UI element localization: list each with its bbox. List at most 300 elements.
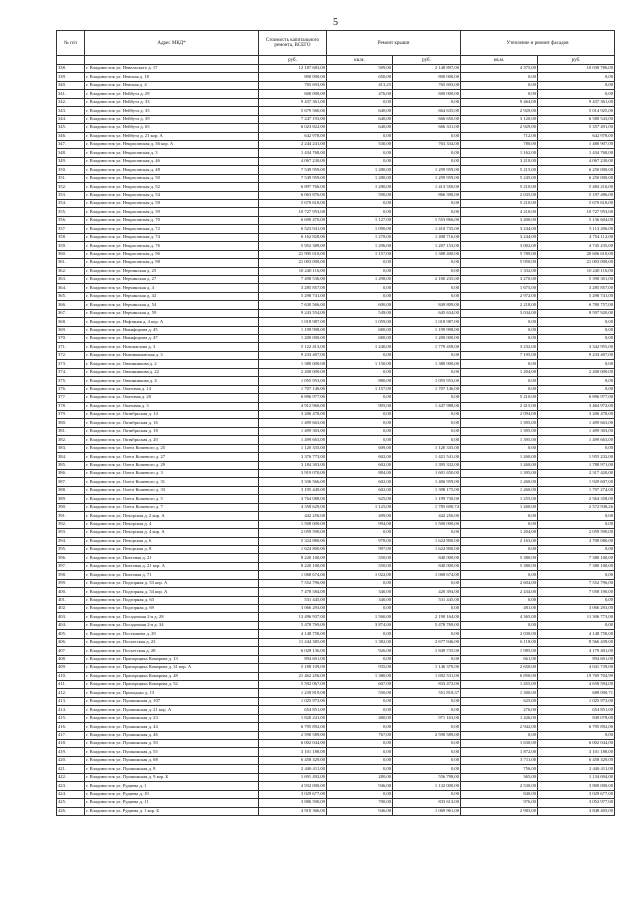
- table-row: [57, 579, 615, 587]
- total-cost-cell: 9 437 361,00: [259, 98, 327, 106]
- facade-cost-cell: 4 041 739,00: [538, 664, 615, 672]
- table-row: [57, 377, 615, 385]
- unit-facade-sqm: кв.м.: [461, 56, 538, 65]
- roof-area-cell: 340,00: [327, 588, 393, 596]
- facade-area-cell: 661,00: [461, 655, 538, 663]
- facade-area-cell: 5 215,00: [461, 166, 538, 174]
- address-cell: г. Владивосток ул. Пихтовая д. 71: [85, 571, 259, 579]
- roof-area-cell: 0,00: [327, 132, 393, 140]
- roof-cost-cell: 1 299 959,00: [393, 174, 461, 182]
- roof-area-cell: 0,00: [327, 706, 393, 714]
- address-cell: г. Владивосток ул. Некрасовская д. 46: [85, 157, 259, 165]
- facade-cost-cell: 11 306 773,00: [538, 613, 615, 621]
- address-cell: г. Владивосток ул. Печорская д. 8: [85, 545, 259, 553]
- table-row: [57, 157, 615, 165]
- facade-cost-cell: 0,00: [538, 385, 615, 393]
- row-number: 364.: [57, 284, 85, 292]
- facade-area-cell: 1 985,00: [461, 647, 538, 655]
- roof-cost-cell: 0,00: [393, 605, 461, 613]
- roof-cost-cell: 0,00: [393, 723, 461, 731]
- row-number: 404.: [57, 621, 85, 629]
- table-row: [57, 689, 615, 697]
- facade-cost-cell: 4 754 112,00: [538, 233, 615, 241]
- table-row: [57, 166, 615, 174]
- address-cell: г. Владивосток ул. Олега Кошевого д. 27: [85, 453, 259, 461]
- facade-area-cell: 2 972,00: [461, 292, 538, 300]
- address-cell: г. Владивосток ул. Октябрьская д. 14: [85, 410, 259, 418]
- facade-cost-cell: 654 851,00: [538, 706, 615, 714]
- total-cost-cell: 6 162 828,00: [259, 233, 327, 241]
- row-number: 412.: [57, 689, 85, 697]
- table-row: [57, 81, 615, 89]
- header-number: № п/п: [57, 31, 85, 56]
- roof-area-cell: 1 059,00: [327, 318, 393, 326]
- facade-area-cell: 2 650,00: [461, 664, 538, 672]
- roof-cost-cell: 1 069 961,00: [393, 807, 461, 815]
- table-row: [57, 537, 615, 545]
- row-number: 399.: [57, 579, 85, 587]
- address-cell: г. Владивосток ул. Нейбута д. 29: [85, 90, 259, 98]
- roof-cost-cell: 1 849 735,00: [393, 647, 461, 655]
- facade-cost-cell: 0,00: [538, 73, 615, 81]
- facade-cost-cell: 0,00: [538, 444, 615, 452]
- facade-area-cell: 2 030,00: [461, 630, 538, 638]
- total-cost-cell: 3 886 590,00: [259, 799, 327, 807]
- roof-area-cell: 602,00: [327, 478, 393, 486]
- roof-cost-cell: 1 410 735,00: [393, 225, 461, 233]
- table-row: [57, 444, 615, 452]
- total-cost-cell: 11 244 385,00: [259, 638, 327, 646]
- facade-cost-cell: 4 658 594,00: [538, 680, 615, 688]
- roof-cost-cell: 1 413 550,00: [393, 183, 461, 191]
- facade-cost-cell: 7 058 190,00: [538, 588, 615, 596]
- table-row: [57, 318, 615, 326]
- roof-cost-cell: 0,00: [393, 98, 461, 106]
- roof-area-cell: 480,00: [327, 714, 393, 722]
- table-row: [57, 326, 615, 334]
- facade-cost-cell: 1 434 768,00: [538, 149, 615, 157]
- facade-cost-cell: 3 285 857,00: [538, 284, 615, 292]
- address-cell: г. Владивосток ул. Новожилова д. 3: [85, 343, 259, 351]
- address-cell: г. Владивосток ул. Нерчинская д. 59: [85, 309, 259, 317]
- roof-cost-cell: 0,00: [393, 655, 461, 663]
- facade-cost-cell: 2 446 411,00: [538, 765, 615, 773]
- roof-area-cell: 650,00: [327, 73, 393, 81]
- row-number: 368.: [57, 318, 85, 326]
- table-row: [57, 208, 615, 216]
- table-body: [57, 65, 615, 816]
- row-number: 343.: [57, 107, 85, 115]
- row-number: 386.: [57, 470, 85, 478]
- roof-area-cell: 0,00: [327, 259, 393, 267]
- total-cost-cell: 3 206 478,00: [259, 410, 327, 418]
- table-row: [57, 740, 615, 748]
- address-cell: г. Владивосток ул. Нейбута д. 35: [85, 107, 259, 115]
- total-cost-cell: 4 932 000,00: [259, 782, 327, 790]
- roof-area-cell: 1 560,00: [327, 613, 393, 621]
- total-cost-cell: 1 055 953,00: [259, 377, 327, 385]
- facade-cost-cell: 3 066 293,00: [538, 605, 615, 613]
- roof-area-cell: 0,00: [327, 351, 393, 359]
- total-cost-cell: 3 919 070,00: [259, 470, 327, 478]
- facade-area-cell: 2 094,00: [461, 410, 538, 418]
- roof-area-cell: 0,00: [327, 427, 393, 435]
- address-cell: г. Владивосток ул. Пушкинская д. 8: [85, 765, 259, 773]
- facade-area-cell: 1 395,00: [461, 436, 538, 444]
- table-row: [57, 588, 615, 596]
- address-cell: г. Владивосток ул. Прапорщика Комарова д. 31 кор. А: [85, 664, 259, 672]
- table-row: [57, 250, 615, 258]
- address-cell: г. Владивосток ул. Пихтовая д. 21: [85, 554, 259, 562]
- roof-area-cell: 1 127,00: [327, 216, 393, 224]
- roof-cost-cell: 0,00: [393, 529, 461, 537]
- roof-area-cell: 413,25: [327, 81, 393, 89]
- row-number: 380.: [57, 419, 85, 427]
- table-row: [57, 284, 615, 292]
- roof-cost-cell: 1 624 800,00: [393, 545, 461, 553]
- total-cost-cell: 10 727 953,00: [259, 208, 327, 216]
- total-cost-cell: 1 691 492,00: [259, 773, 327, 781]
- roof-area-cell: 0,00: [327, 697, 393, 705]
- facade-cost-cell: 7 380 100,00: [538, 554, 615, 562]
- table-row: [57, 292, 615, 300]
- facade-cost-cell: 5 136 604,00: [538, 216, 615, 224]
- facade-cost-cell: 19 769 704,99: [538, 672, 615, 680]
- roof-cost-cell: 666 650,00: [393, 115, 461, 123]
- facade-area-cell: 7 195,00: [461, 351, 538, 359]
- facade-cost-cell: 0,00: [538, 335, 615, 343]
- address-cell: г. Владивосток ул. Октябрьская д. 20: [85, 436, 259, 444]
- facade-cost-cell: 6 002 044,00: [538, 740, 615, 748]
- table-row: [57, 807, 615, 815]
- row-number: 389.: [57, 495, 85, 503]
- total-cost-cell: 642 978,00: [259, 132, 327, 140]
- address-cell: г. Владивосток ул. Нейбута д. 21 кор. А: [85, 132, 259, 140]
- row-number: 426.: [57, 807, 85, 815]
- row-number: 403.: [57, 613, 85, 621]
- roof-cost-cell: 2 100 235,00: [393, 275, 461, 283]
- address-cell: г. Владивосток ул. Некрасовская д. 3: [85, 149, 259, 157]
- roof-area-cell: 978,00: [327, 537, 393, 545]
- roof-cost-cell: 1 553 866,00: [393, 216, 461, 224]
- facade-cost-cell: 4 148 758,00: [538, 630, 615, 638]
- address-cell: г. Владивосток ул. Некрасовская д. 96: [85, 250, 259, 258]
- facade-cost-cell: 3 342 955,00: [538, 343, 615, 351]
- address-cell: г. Владивосток ул. Олега Кошевого д. 29: [85, 461, 259, 469]
- roof-cost-cell: 5 478 769,00: [393, 621, 461, 629]
- facade-cost-cell: 849 078,00: [538, 714, 615, 722]
- roof-area-cell: 625,00: [327, 495, 393, 503]
- roof-cost-cell: 0,00: [393, 579, 461, 587]
- roof-area-cell: 926,00: [327, 647, 393, 655]
- address-cell: г. Владивосток ул. Нерчинская д. 25: [85, 267, 259, 275]
- unit-roof-sqm: кв.м.: [327, 56, 393, 65]
- facade-area-cell: 2 415,00: [461, 402, 538, 410]
- roof-cost-cell: 0,00: [393, 410, 461, 418]
- roof-cost-cell: 0,00: [393, 394, 461, 402]
- facade-cost-cell: 0,00: [538, 90, 615, 98]
- row-number: 355.: [57, 208, 85, 216]
- roof-cost-cell: 0,00: [393, 200, 461, 208]
- facade-area-cell: 0,00: [461, 520, 538, 528]
- table-row: [57, 233, 615, 241]
- total-cost-cell: 4 148 758,00: [259, 630, 327, 638]
- address-cell: г. Владивосток ул. Октябрьская д. 18: [85, 427, 259, 435]
- roof-area-cell: 680,00: [327, 335, 393, 343]
- total-cost-cell: 1 200 000,00: [259, 335, 327, 343]
- address-cell: г. Владивосток ул. Некрасовская д. 50: [85, 174, 259, 182]
- roof-cost-cell: 1 692 531,00: [393, 672, 461, 680]
- total-cost-cell: 5 952 389,00: [259, 242, 327, 250]
- total-cost-cell: 1 499 303,00: [259, 427, 327, 435]
- roof-area-cell: 550,00: [327, 554, 393, 562]
- facade-cost-cell: 0,00: [538, 731, 615, 739]
- roof-area-cell: 0,00: [327, 394, 393, 402]
- table-row: [57, 216, 615, 224]
- table-units-row: [57, 56, 615, 65]
- facade-cost-cell: 0,00: [538, 571, 615, 579]
- row-number: 387.: [57, 478, 85, 486]
- facade-area-cell: 1 260,00: [461, 453, 538, 461]
- total-cost-cell: 894 601,00: [259, 655, 327, 663]
- facade-cost-cell: 4 745 235,00: [538, 242, 615, 250]
- total-cost-cell: 6 458 329,00: [259, 756, 327, 764]
- facade-area-cell: 4 375,00: [461, 65, 538, 73]
- address-cell: г. Владивосток ул. Олега Кошевого д. 5: [85, 495, 259, 503]
- facade-cost-cell: 5 113 206,00: [538, 225, 615, 233]
- roof-cost-cell: 763 334,00: [393, 140, 461, 148]
- row-number: 395.: [57, 545, 85, 553]
- facade-cost-cell: 1 480 907,00: [538, 140, 615, 148]
- facade-area-cell: 0,00: [461, 731, 538, 739]
- roof-cost-cell: 833 613,00: [393, 799, 461, 807]
- row-number: 341.: [57, 90, 85, 98]
- total-cost-cell: 2 244 241,00: [259, 140, 327, 148]
- total-cost-cell: 5 670 618,00: [259, 200, 327, 208]
- roof-area-cell: 680,00: [327, 326, 393, 334]
- roof-cost-cell: 0,00: [393, 284, 461, 292]
- address-cell: г. Владивосток ул. Никифорова д. 45: [85, 326, 259, 334]
- roof-area-cell: 1 240,00: [327, 343, 393, 351]
- facade-cost-cell: 0,00: [538, 326, 615, 334]
- roof-cost-cell: 1 601 650,00: [393, 470, 461, 478]
- row-number: 382.: [57, 436, 85, 444]
- address-cell: г. Владивосток ул. Олега Кошевого д. 25: [85, 444, 259, 452]
- total-cost-cell: 531 445,00: [259, 596, 327, 604]
- table-row: [57, 512, 615, 520]
- roof-area-cell: 602,00: [327, 461, 393, 469]
- roof-area-cell: 3 874,00: [327, 621, 393, 629]
- facade-area-cell: 365,00: [461, 773, 538, 781]
- facade-cost-cell: 2 059 590,00: [538, 529, 615, 537]
- total-cost-cell: 5 478 769,00: [259, 621, 327, 629]
- address-cell: г. Владивосток ул. Овчинникова д. 2: [85, 360, 259, 368]
- facade-area-cell: 3 270,00: [461, 275, 538, 283]
- roof-cost-cell: 1 380 000,00: [393, 360, 461, 368]
- roof-cost-cell: 0,00: [393, 351, 461, 359]
- row-number: 358.: [57, 233, 85, 241]
- facade-cost-cell: 6 896 977,00: [538, 394, 615, 402]
- roof-area-cell: 607,00: [327, 680, 393, 688]
- total-cost-cell: 3 195 449,00: [259, 486, 327, 494]
- total-cost-cell: 1 707 146,00: [259, 385, 327, 393]
- address-cell: г. Владивосток ул. Некрасовская д. 54: [85, 191, 259, 199]
- row-number: 413.: [57, 697, 85, 705]
- table-row: [57, 267, 615, 275]
- table-row: [57, 343, 615, 351]
- roof-cost-cell: 840 000,00: [393, 562, 461, 570]
- table-row: [57, 225, 615, 233]
- roof-area-cell: 0,00: [327, 436, 393, 444]
- row-number: 383.: [57, 444, 85, 452]
- address-cell: г. Владивосток ул. Руднева д. 1 кор. Б: [85, 807, 259, 815]
- facade-cost-cell: 6 795 892,00: [538, 723, 615, 731]
- facade-cost-cell: 6 580 543,00: [538, 115, 615, 123]
- table-row: [57, 545, 615, 553]
- facade-cost-cell: 3 206 478,00: [538, 410, 615, 418]
- facade-area-cell: 2 929,00: [461, 124, 538, 132]
- address-cell: г. Владивосток ул. Пушкинская д. 68: [85, 756, 259, 764]
- facade-cost-cell: 2 572 938,26: [538, 503, 615, 511]
- facade-area-cell: 712,00: [461, 132, 538, 140]
- facade-area-cell: 1 630,00: [461, 740, 538, 748]
- address-cell: г. Владивосток ул. Подгорная д. 54 кор. А: [85, 588, 259, 596]
- row-number: 366.: [57, 301, 85, 309]
- facade-area-cell: 0,00: [461, 360, 538, 368]
- roof-area-cell: 509,00: [327, 65, 393, 73]
- total-cost-cell: 1 120 335,00: [259, 444, 327, 452]
- total-cost-cell: 9 233 407,00: [259, 351, 327, 359]
- header-roof-repair: Ремонт крыши: [327, 31, 461, 56]
- roof-cost-cell: 0,00: [393, 756, 461, 764]
- row-number: 420.: [57, 756, 85, 764]
- facade-area-cell: 2 530,00: [461, 782, 538, 790]
- table-row: [57, 410, 615, 418]
- facade-cost-cell: 0,00: [538, 318, 615, 326]
- total-cost-cell: 1 025 973,00: [259, 697, 327, 705]
- roof-cost-cell: 1 068 674,00: [393, 571, 461, 579]
- facade-cost-cell: 3 800 000,00: [538, 782, 615, 790]
- roof-area-cell: 0,00: [327, 765, 393, 773]
- total-cost-cell: 6 029 136,00: [259, 647, 327, 655]
- roof-area-cell: 549,00: [327, 309, 393, 317]
- roof-area-cell: 0,00: [327, 292, 393, 300]
- roof-cost-cell: 0,00: [393, 132, 461, 140]
- table-row: [57, 124, 615, 132]
- table-row: [57, 301, 615, 309]
- address-cell: г. Владивосток ул. Окатовая д. 20: [85, 394, 259, 402]
- table-row: [57, 799, 615, 807]
- row-number: 346.: [57, 132, 85, 140]
- roof-area-cell: 0,00: [327, 419, 393, 427]
- roof-cost-cell: 765 693,00: [393, 81, 461, 89]
- roof-area-cell: 600,00: [327, 301, 393, 309]
- table-row: [57, 107, 615, 115]
- roof-cost-cell: 0,00: [393, 706, 461, 714]
- facade-area-cell: 276,00: [461, 706, 538, 714]
- row-number: 356.: [57, 216, 85, 224]
- row-number: 350.: [57, 166, 85, 174]
- facade-cost-cell: 8 566 439,00: [538, 638, 615, 646]
- roof-cost-cell: 442 256,00: [393, 512, 461, 520]
- total-cost-cell: 3 066 293,00: [259, 605, 327, 613]
- table-header-row: [57, 31, 615, 56]
- facade-area-cell: 3 400,00: [461, 216, 538, 224]
- row-number: 367.: [57, 309, 85, 317]
- total-cost-cell: 21 003 000,00: [259, 259, 327, 267]
- roof-area-cell: 640,00: [327, 115, 393, 123]
- roof-area-cell: 946,00: [327, 782, 393, 790]
- total-cost-cell: 8 220 100,00: [259, 562, 327, 570]
- row-number: 349.: [57, 157, 85, 165]
- row-number: 418.: [57, 740, 85, 748]
- facade-area-cell: 2 604,00: [461, 579, 538, 587]
- total-cost-cell: 6 897 766,00: [259, 183, 327, 191]
- row-number: 401.: [57, 596, 85, 604]
- row-number: 409.: [57, 664, 85, 672]
- facade-area-cell: 1 332,00: [461, 267, 538, 275]
- total-cost-cell: 5 188 109,00: [259, 664, 327, 672]
- address-cell: г. Владивосток ул. Нерчинская д. 54: [85, 301, 259, 309]
- address-cell: г. Владивосток ул. Нейбута д. 65: [85, 124, 259, 132]
- roof-area-cell: 0,00: [327, 368, 393, 376]
- table-row: [57, 697, 615, 705]
- roof-area-cell: 1 090,00: [327, 225, 393, 233]
- units-blank: [85, 56, 259, 65]
- facade-area-cell: 0,00: [461, 81, 538, 89]
- row-number: 397.: [57, 562, 85, 570]
- facade-cost-cell: 1 499 663,00: [538, 436, 615, 444]
- address-cell: г. Владивосток ул. Пушкинская д. 9 кор. Б: [85, 773, 259, 781]
- row-number: 345.: [57, 124, 85, 132]
- roof-area-cell: 884,00: [327, 470, 393, 478]
- roof-cost-cell: 1 785 690,74: [393, 503, 461, 511]
- roof-cost-cell: 1 406 959,00: [393, 478, 461, 486]
- total-cost-cell: 7 549 959,00: [259, 166, 327, 174]
- header-facade-repair: Утепление и ремонт фасадов: [461, 31, 615, 56]
- facade-cost-cell: 5 014 925,00: [538, 107, 615, 115]
- facade-area-cell: 2 434,00: [461, 588, 538, 596]
- address-cell: г. Владивосток ул. Пушкинская д. 107: [85, 697, 259, 705]
- roof-area-cell: 0,00: [327, 655, 393, 663]
- address-cell: г. Владивосток ул. Посадочная 2-я д. 34: [85, 621, 259, 629]
- table-row: [57, 453, 615, 461]
- address-cell: г. Владивосток ул. Некрасовская д. 52: [85, 183, 259, 191]
- table-row: [57, 596, 615, 604]
- facade-area-cell: 1 162,00: [461, 149, 538, 157]
- total-cost-cell: 3 029 677,00: [259, 790, 327, 798]
- table-row: [57, 259, 615, 267]
- total-cost-cell: 600 000,00: [259, 90, 327, 98]
- facade-cost-cell: 2 564 358,00: [538, 495, 615, 503]
- roof-cost-cell: 551 818,37: [393, 689, 461, 697]
- row-number: 408.: [57, 655, 85, 663]
- address-cell: г. Владивосток ул. Пушкинская д. 46: [85, 731, 259, 739]
- table-row: [57, 191, 615, 199]
- row-number: 351.: [57, 174, 85, 182]
- address-cell: г. Владивосток ул. Нейбута д. 39: [85, 115, 259, 123]
- roof-cost-cell: 0,00: [393, 149, 461, 157]
- facade-cost-cell: 4 067 230,00: [538, 157, 615, 165]
- facade-area-cell: 3 232,00: [461, 343, 538, 351]
- page-number: 5: [333, 17, 338, 28]
- row-number: 353.: [57, 191, 85, 199]
- address-cell: г. Владивосток ул. Некрасовская д. 72: [85, 225, 259, 233]
- facade-area-cell: 9 464,00: [461, 98, 538, 106]
- roof-area-cell: 880,00: [327, 377, 393, 385]
- roof-area-cell: 609,00: [327, 444, 393, 452]
- facade-cost-cell: 5 484 216,00: [538, 183, 615, 191]
